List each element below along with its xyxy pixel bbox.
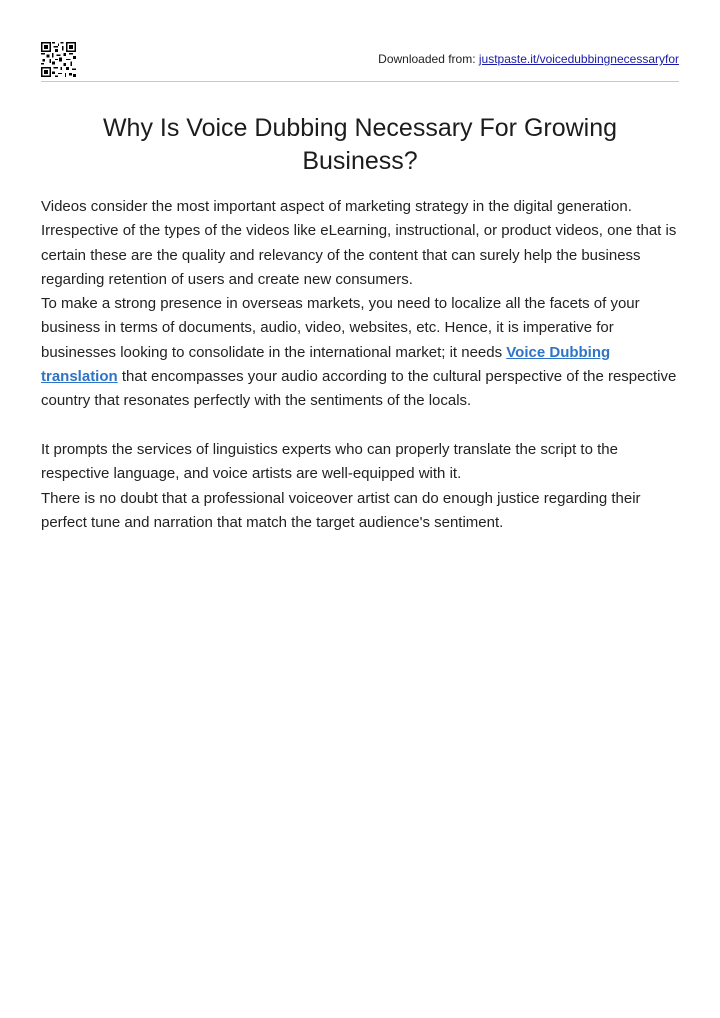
qr-code-icon: [41, 42, 76, 77]
paragraph-4: There is no doubt that a professional voiceover artist can do enough justice regarding their perfect tune and narration that match the target audience's sentiment.: [41, 489, 641, 531]
paragraph-2-text-after: that encompasses your audio according to the cultural perspective of the respective country that resonates perfectly with the sentiments of the locals.: [41, 368, 677, 410]
header-divider: [41, 81, 679, 82]
paragraph-1: Videos consider the most important aspect of marketing strategy in the digital generation. Irrespective of the types of the videos like eLearning, instructional, or product videos, one that is certain these are the quality and relevancy of the content that can surely help the business regarding retention of users and create new consumers.: [41, 198, 677, 288]
download-prefix: Downloaded from:: [378, 52, 479, 66]
paragraph-2: [41, 292, 682, 413]
paragraph-3: It prompts the services of linguistics experts who can properly translate the script to the respective language, and voice artists are well-equipped with it.: [41, 440, 618, 483]
voice-dubbing-translation-link[interactable]: Voice Dubbing translation: [41, 343, 611, 386]
article-title: Why Is Voice Dubbing Necessary For Growing Business?: [102, 114, 618, 175]
download-source: [378, 52, 679, 66]
download-link[interactable]: justpaste.it/voicedubbingnecessaryfor: [478, 52, 679, 66]
article-body: [41, 195, 682, 535]
paragraph-2-text-before: To make a strong presence in overseas markets, you need to localize all the facets of your business in terms of documents, audio, video, websites, etc. Hence, it is imperative for businesses looking to consolidate in the international market; it needs: [41, 295, 640, 361]
paragraph-spacer: [41, 414, 682, 438]
